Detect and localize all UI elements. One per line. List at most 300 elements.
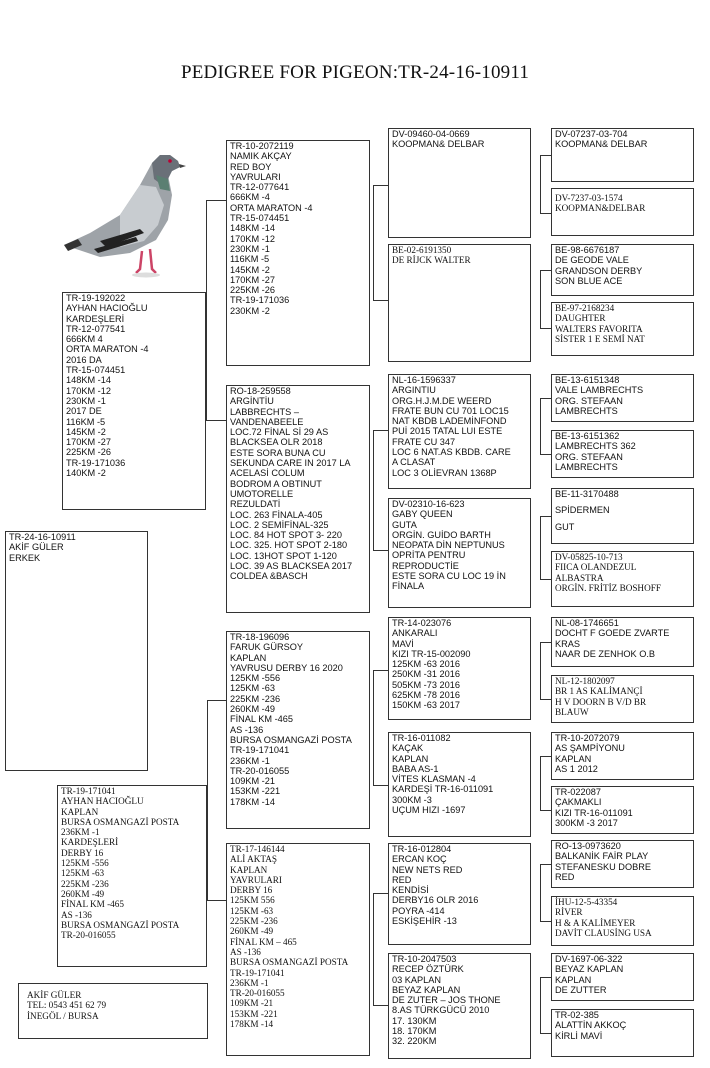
connector-line: [373, 785, 388, 786]
pedigree-line: GABY QUEEN: [392, 509, 453, 520]
great-grandparent-box[interactable]: [388, 953, 531, 1059]
grandparent-box[interactable]: [226, 631, 370, 829]
sire-box[interactable]: [62, 292, 206, 510]
sire-line: 145KM -2: [66, 426, 106, 437]
pedigree-line: H & A KALİMEYER: [555, 917, 636, 928]
pedigree-line: BE-97-2168234: [555, 303, 615, 313]
pedigree-line: 236KM -1: [230, 977, 269, 988]
connector-line: [540, 642, 541, 699]
pedigree-line: 178KM -14: [230, 1019, 274, 1030]
pedigree-line: NL-08-1746651: [555, 618, 619, 628]
pedigree-line: 18. 170KM: [392, 1026, 437, 1037]
ancestor-box[interactable]: [551, 551, 694, 607]
ancestor-box[interactable]: [551, 675, 694, 723]
sire-line: KARDEŞLERİ: [66, 313, 125, 324]
pedigree-line: NAT KBDB LADEMİNFOND: [392, 416, 507, 427]
pedigree-line: 230KM -1: [230, 243, 270, 254]
pedigree-line: H V DOORN B V/D BR: [555, 696, 647, 707]
pedigree-line: GRANDSON DERBY: [555, 265, 643, 276]
connector-line: [373, 300, 388, 301]
sire-line: TR-19-171036: [66, 457, 126, 468]
pedigree-line: AS ŞAMPİYONU: [555, 743, 625, 754]
dam-line: AS -136: [61, 909, 92, 920]
pedigree-line: DV-02310-16-623: [392, 499, 465, 509]
dam-line: DERBY 16: [61, 847, 104, 858]
sire-line: TR-19-192022: [66, 293, 126, 303]
pedigree-line: VANDENABEELE: [230, 416, 304, 427]
great-grandparent-box[interactable]: [388, 128, 531, 238]
connector-line: [373, 670, 388, 671]
pedigree-line: SPİDERMEN: [555, 505, 610, 516]
pedigree-line: TR-16-012804: [392, 844, 452, 854]
pedigree-line: 505KM -73 2016: [392, 679, 460, 690]
connector-line: [540, 454, 551, 455]
ancestor-box[interactable]: [551, 188, 694, 236]
sire-line: TR-12-077541: [66, 323, 126, 334]
pedigree-line: LOC 3 OLİEVRAN 1368P: [392, 467, 497, 478]
pedigree-line: ERCAN KOÇ: [392, 854, 447, 865]
pedigree-line: AS -136: [230, 724, 264, 735]
connector-line: [540, 579, 551, 580]
pedigree-line: LOC. 84 HOT SPOT 3- 220: [230, 530, 342, 541]
pedigree-line: BE-13-6151348: [555, 375, 620, 385]
subject-ring: TR-24-16-10911: [9, 532, 76, 542]
pedigree-line: NEW NETS RED: [392, 864, 463, 875]
pedigree-line: KAÇAK: [392, 743, 424, 754]
great-grandparent-box[interactable]: [388, 732, 531, 837]
connector-line: [540, 213, 551, 214]
owner-name: AKİF GÜLER: [27, 990, 82, 1000]
connector-line: [206, 420, 226, 421]
pedigree-line: TR-02-385: [555, 1010, 599, 1020]
pedigree-line: KAPLAN: [230, 864, 268, 875]
pedigree-line: DV-7237-03-1574: [555, 193, 623, 203]
pedigree-line: KAPLAN: [230, 652, 267, 663]
pedigree-line: 125KM -63: [230, 683, 275, 694]
connector-line: [373, 550, 388, 551]
connector-line: [373, 893, 388, 894]
pedigree-line: 109KM -21: [230, 998, 274, 1009]
dam-box[interactable]: [57, 785, 207, 967]
pedigree-line: TR-14-023076: [392, 618, 452, 628]
connector-line: [206, 200, 207, 420]
pedigree-line: 125KM -556: [230, 673, 281, 684]
pedigree-line: BODROM A OBTINUT: [230, 478, 322, 489]
pedigree-line: 225KM -236: [230, 916, 278, 927]
pedigree-line: KOOPMAN& DELBAR: [555, 139, 648, 150]
connector-line: [540, 398, 551, 399]
pedigree-line: BE-11-3170488: [555, 489, 619, 499]
pedigree-line: KOOPMAN&DELBAR: [555, 203, 646, 214]
pedigree-line: 8.AS TÜRKGÜCÜ 2010: [392, 1005, 490, 1016]
dam-line: 125KM -63: [61, 868, 105, 879]
pedigree-line: ORG. STEFAAN: [555, 451, 623, 462]
ancestor-box[interactable]: [551, 732, 694, 780]
ancestor-box[interactable]: [551, 953, 694, 1001]
pedigree-line: BURSA OSMANGAZİ POSTA: [230, 957, 349, 968]
connector-line: [373, 185, 388, 186]
pedigree-line: ARGİNTİU: [230, 396, 274, 407]
ancestor-box[interactable]: [551, 786, 694, 834]
pedigree-line: FIICA OLANDEZUL: [555, 562, 637, 573]
dam-line: KAPLAN: [61, 806, 99, 817]
ancestor-box[interactable]: [551, 374, 694, 422]
sire-line: 170KM -27: [66, 437, 111, 448]
sire-line: 148KM -14: [66, 375, 111, 386]
pedigree-line: SON BLUE ACE: [555, 275, 623, 286]
pedigree-line: LOC. 13HOT SPOT 1-120: [230, 550, 337, 561]
pedigree-line: RED: [392, 874, 412, 885]
connector-line: [540, 155, 551, 156]
pedigree-line: TR-19-171041: [230, 967, 285, 978]
pedigree-line: ACELASİ COLUM: [230, 468, 305, 479]
connector-line: [373, 185, 374, 300]
connector-line: [540, 921, 551, 922]
connector-line: [540, 1033, 551, 1034]
pedigree-line: YAVRULARI: [230, 874, 282, 885]
pedigree-line: SEKUNDA CARE IN 2017 LA: [230, 458, 351, 469]
great-grandparent-box[interactable]: [388, 617, 531, 720]
pedigree-line: DV-05825-10-713: [555, 552, 623, 562]
pedigree-line: FARUK GÜRSOY: [230, 642, 304, 653]
pedigree-line: KRAS: [555, 638, 581, 649]
sire-line: AYHAN HACIOĞLU: [66, 303, 148, 314]
pedigree-line: RO-18-259558: [230, 386, 291, 396]
pedigree-line: DV-09460-04-0669: [392, 129, 470, 139]
pedigree-line: TR-12-077641: [230, 182, 290, 193]
connector-line: [207, 700, 226, 701]
pedigree-line: FRATE CU 347: [392, 436, 456, 447]
pedigree-line: DE GEODE VALE: [555, 255, 629, 266]
subject-sex: ERKEK: [9, 552, 41, 563]
pedigree-line: 109KM -21: [230, 776, 275, 787]
pedigree-line: DE RİJCK WALTER: [392, 255, 471, 266]
pedigree-line: LOC.72 FİNAL Sİ 29 AS: [230, 427, 329, 438]
ancestor-box[interactable]: [551, 896, 694, 946]
pedigree-line: 125KM -63: [230, 905, 274, 916]
connector-line: [373, 1005, 388, 1006]
connector-line: [540, 864, 541, 921]
pedigree-line: BALKANİK FAİR PLAY: [555, 851, 649, 862]
pedigree-line: NEOPATA DİN NEPTUNUS: [392, 540, 505, 551]
connector-line: [540, 155, 541, 213]
pedigree-line: TR-10-2047503: [392, 954, 457, 964]
dam-line: 260KM -49: [61, 888, 105, 899]
connector-line: [207, 900, 226, 901]
pedigree-line: 32. 220KM: [392, 1036, 437, 1047]
pedigree-line: 170KM -27: [230, 274, 275, 285]
pedigree-line: ARGINTIU: [392, 385, 436, 396]
grandparent-box[interactable]: [226, 385, 370, 613]
dam-line: 225KM -236: [61, 878, 109, 889]
page-title: PEDIGREE FOR PIGEON:TR-24-16-10911: [180, 62, 530, 83]
pedigree-line: RECEP ÖZTÜRK: [392, 964, 464, 975]
pigeon-photo: [60, 145, 190, 285]
ancestor-box[interactable]: [551, 128, 694, 182]
ancestor-box[interactable]: [551, 840, 694, 888]
pedigree-line: TR-16-011082: [392, 733, 451, 743]
pedigree-line: BLACKSEA OLR 2018: [230, 437, 323, 448]
dam-line: TR-19-171041: [61, 786, 116, 796]
pedigree-line: VİTES KLASMAN -4: [392, 774, 476, 785]
pedigree-line: 150KM -63 2017: [392, 700, 460, 711]
pedigree-line: NL-12-1802097: [555, 676, 615, 686]
pedigree-line: TR-19-171041: [230, 745, 290, 756]
dam-line: BURSA OSMANGAZİ POSTA: [61, 919, 180, 930]
pedigree-line: TR-022087: [555, 787, 601, 797]
grandparent-box[interactable]: [226, 140, 370, 366]
pedigree-line: TR-17-146144: [230, 844, 285, 854]
pedigree-line: REPRODUCTİE: [392, 560, 459, 571]
pedigree-line: ESTE SORA CU LOC 19 İN: [392, 571, 506, 582]
pedigree-line: İHU-12-5-43354: [555, 897, 618, 907]
connector-line: [373, 430, 388, 431]
pedigree-line: AS -136: [230, 946, 261, 957]
pedigree-line: DERBY 16: [230, 885, 273, 896]
pedigree-line: TR-19-171036: [230, 295, 290, 306]
pedigree-line: 153KM -221: [230, 1008, 278, 1019]
pedigree-line: 260KM -49: [230, 704, 275, 715]
pedigree-line: ORGİN. FRİTİZ BOSHOFF: [555, 582, 661, 593]
pedigree-line: FİNALA: [392, 581, 425, 592]
pedigree-line: 125KM 556: [230, 895, 275, 906]
pedigree-line: 153KM -221: [230, 786, 281, 797]
pedigree-line: RED: [555, 871, 575, 882]
pedigree-line: POYRA -414: [392, 905, 445, 916]
pedigree-line: VALE LAMBRECHTS: [555, 385, 644, 396]
pedigree-line: TR-20-016055: [230, 765, 290, 776]
connector-line: [540, 328, 551, 329]
sire-line: 2016 DA: [66, 354, 102, 365]
sire-line: 225KM -26: [66, 447, 111, 458]
dam-line: 236KM -1: [61, 827, 100, 838]
connector-line: [373, 893, 374, 1005]
pedigree-line: LOC. 39 AS BLACKSEA 2017: [230, 561, 353, 572]
pedigree-line: RED BOY: [230, 161, 272, 172]
pedigree-line: ALBASTRA: [555, 572, 604, 583]
pedigree-line: LABBRECHTS –: [230, 406, 299, 417]
sire-line: ORTA MARATON -4: [66, 344, 149, 355]
pedigree-line: LAMBRECHTS 362: [555, 441, 636, 452]
owner-location: İNEGÖL / BURSA: [27, 1010, 99, 1021]
subject-owner: AKİF GÜLER: [9, 542, 64, 553]
pedigree-line: KENDİSİ: [392, 885, 429, 896]
grandparent-box[interactable]: [226, 843, 370, 1056]
ancestor-box[interactable]: [551, 244, 694, 296]
pedigree-line: LAMBRECHTS: [555, 461, 618, 472]
dam-line: AYHAN HACIOĞLU: [61, 796, 144, 807]
pedigree-line: NL-16-1596337: [392, 375, 456, 385]
connector-line: [540, 270, 541, 328]
pedigree-line: ÇAKMAKLI: [555, 797, 602, 808]
pedigree-line: PUİ 2015 TATAL LUI ESTE: [392, 426, 503, 437]
pedigree-line: BE-13-6151362: [555, 431, 620, 441]
pedigree-line: A CLASAT: [392, 457, 436, 468]
pedigree-line: TR-18-196096: [230, 632, 290, 642]
pedigree-line: DAUGHTER: [555, 313, 606, 324]
pedigree-line: BABA AS-1: [392, 763, 439, 774]
pedigree-line: 625KM -78 2016: [392, 690, 460, 701]
pedigree-line: DOCHT F GOEDE ZVARTE: [555, 628, 670, 639]
pedigree-line: BEYAZ KAPLAN: [392, 984, 461, 995]
pedigree-line: 03 KAPLAN: [392, 974, 442, 985]
pedigree-line: DAVİT CLAUSİNG USA: [555, 927, 652, 938]
pedigree-line: COLDEA &BASCH: [230, 571, 308, 582]
pedigree-line: ALATTİN AKKOÇ: [555, 1020, 627, 1031]
ancestor-box[interactable]: [551, 1009, 694, 1057]
ancestor-box[interactable]: [551, 617, 694, 667]
great-grandparent-box[interactable]: [388, 244, 531, 362]
pedigree-line: 666KM -4: [230, 192, 270, 203]
sire-line: 170KM -12: [66, 385, 111, 396]
pedigree-line: BR 1 AS KALİMANÇİ: [555, 686, 643, 697]
pedigree-line: RİVER: [555, 907, 583, 918]
connector-line: [540, 642, 551, 643]
pedigree-line: 125KM -63 2016: [392, 659, 460, 670]
pedigree-line: ANKARALI: [392, 628, 438, 639]
pedigree-line: ESTE SORA BUNA CU: [230, 447, 326, 458]
pedigree-line: 178KM -14: [230, 796, 275, 807]
pedigree-line: TR-10-2072119: [230, 141, 294, 151]
dam-line: TR-20-016055: [61, 930, 116, 941]
pedigree-line: ALİ AKTAŞ: [230, 854, 277, 865]
pedigree-line: ORGİN. GUİDO BARTH: [392, 529, 491, 540]
pedigree-line: ESKİŞEHİR -13: [392, 916, 457, 927]
pedigree-line: KAPLAN: [555, 753, 592, 764]
sire-line: 116KM -5: [66, 416, 106, 427]
pedigree-line: KAPLAN: [555, 974, 592, 985]
pedigree-line: UÇUM HIZI -1697: [392, 805, 466, 816]
sire-line: 140KM -2: [66, 468, 106, 479]
sire-line: 666KM 4: [66, 334, 103, 345]
pedigree-line: 225KM -26: [230, 285, 275, 296]
pedigree-line: KAPLAN: [392, 753, 429, 764]
subject-box[interactable]: [5, 531, 148, 771]
dam-line: 125KM -556: [61, 858, 109, 869]
ancestor-box[interactable]: [551, 302, 694, 356]
pedigree-line: KIZI TR-15-002090: [392, 648, 471, 659]
pedigree-line: 250KM -31 2016: [392, 669, 460, 680]
pedigree-line: DE ZUTER – JOS THONE: [392, 995, 501, 1006]
pedigree-line: 260KM -49: [230, 926, 274, 937]
dam-line: BURSA OSMANGAZİ POSTA: [61, 816, 180, 827]
pedigree-line: GUT: [555, 521, 575, 532]
connector-line: [207, 700, 208, 900]
pedigree-line: 300KM -3: [392, 794, 432, 805]
pedigree-line: ORG.H.J.M.DE WEERD: [392, 395, 492, 406]
great-grandparent-box[interactable]: [388, 374, 531, 489]
pedigree-line: BE-02-6191350: [392, 245, 452, 255]
pedigree-line: STEFANESKU DOBRE: [555, 861, 651, 872]
pedigree-line: 116KM -5: [230, 254, 270, 265]
sire-line: 230KM -1: [66, 395, 106, 406]
pedigree-line: KİRLİ MAVİ: [555, 1030, 603, 1041]
connector-line: [540, 516, 541, 579]
connector-line: [540, 699, 551, 700]
pedigree-line: LOC 6 NAT.AS KBDB. CARE: [392, 447, 511, 458]
connector-line: [540, 398, 541, 454]
great-grandparent-box[interactable]: [388, 843, 531, 945]
pedigree-line: DV-1697-06-322: [555, 954, 623, 964]
pedigree-line: TR-10-2072079: [555, 733, 620, 743]
connector-line: [373, 430, 374, 550]
pedigree-line: BE-98-6676187: [555, 245, 620, 255]
pedigree-line: YAVRUSU DERBY 16 2020: [230, 662, 343, 673]
sire-line: 2017 DE: [66, 406, 102, 417]
dam-line: FİNAL KM -465: [61, 899, 124, 910]
connector-line: [206, 200, 226, 201]
pedigree-line: 225KM -236: [230, 693, 281, 704]
pedigree-line: 236KM -1: [230, 755, 270, 766]
pedigree-line: LAMBRECHTS: [555, 405, 618, 416]
pedigree-line: LOC. 325. HOT SPOT 2-180: [230, 540, 348, 551]
pedigree-line: 148KM -14: [230, 223, 275, 234]
pedigree-line: 145KM -2: [230, 264, 270, 275]
pedigree-line: DE ZUTTER: [555, 984, 607, 995]
connector-line: [540, 864, 551, 865]
pedigree-line: 300KM -3 2017: [555, 817, 618, 828]
pedigree-line: TR-20-016055: [230, 988, 285, 999]
connector-line: [540, 756, 541, 810]
pedigree-line: OPRİTA PENTRU: [392, 550, 466, 561]
connector-line: [540, 270, 551, 271]
pedigree-line: ORTA MARATON -4: [230, 202, 313, 213]
dam-line: KARDEŞLERİ: [61, 837, 119, 848]
connector-line: [373, 670, 374, 785]
owner-phone: TEL: 0543 451 62 79: [27, 1000, 107, 1011]
owner-box[interactable]: [18, 983, 208, 1039]
connector-line: [540, 977, 541, 1033]
pedigree-line: UMOTORELLE: [230, 488, 294, 499]
pedigree-line: LOC. 2 SEMİFİNAL-325: [230, 519, 329, 530]
connector-line: [540, 516, 551, 517]
pedigree-line: REZULDATİ: [230, 499, 281, 510]
pedigree-line: 230KM -2: [230, 305, 270, 316]
pedigree-line: GUTA: [392, 519, 417, 530]
pedigree-line: FİNAL KM – 465: [230, 936, 297, 947]
sire-line: TR-15-074451: [66, 365, 126, 376]
ancestor-box[interactable]: [551, 488, 694, 544]
pedigree-line: KARDEŞİ TR-16-011091: [392, 784, 494, 795]
connector-line: [540, 810, 551, 811]
pedigree-line: AS 1 2012: [555, 763, 598, 774]
connector-line: [540, 977, 551, 978]
pedigree-line: NAAR DE ZENHOK O.B: [555, 648, 656, 659]
pedigree-line: TR-15-074451: [230, 213, 290, 224]
pedigree-line: BLAUW: [555, 706, 589, 717]
pedigree-line: SİSTER 1 E SEMİ NAT: [555, 333, 645, 344]
great-grandparent-box[interactable]: [388, 498, 531, 608]
pedigree-line: RO-13-0973620: [555, 841, 621, 851]
connector-line: [540, 756, 551, 757]
pedigree-line: DERBY16 OLR 2016: [392, 895, 479, 906]
pedigree-line: ORG. STEFAAN: [555, 395, 623, 406]
ancestor-box[interactable]: [551, 430, 694, 478]
pedigree-line: KIZI TR-16-011091: [555, 807, 633, 818]
pedigree-line: FRATE BUN CU 701 LOC15: [392, 405, 509, 416]
pedigree-line: NAMIK AKÇAY: [230, 151, 292, 162]
pedigree-line: 170KM -12: [230, 233, 275, 244]
pedigree-line: DV-07237-03-704: [555, 129, 628, 139]
pedigree-line: BURSA OSMANGAZİ POSTA: [230, 734, 352, 745]
pedigree-line: KOOPMAN& DELBAR: [392, 139, 485, 150]
pedigree-line: BEYAZ KAPLAN: [555, 964, 624, 975]
pedigree-line: MAVİ: [392, 638, 414, 649]
pedigree-line: 17. 130KM: [392, 1015, 437, 1026]
pedigree-line: FİNAL KM -465: [230, 714, 293, 725]
pedigree-line: LOC. 263 FİNALA-405: [230, 509, 323, 520]
pedigree-line: YAVRULARI: [230, 171, 281, 182]
